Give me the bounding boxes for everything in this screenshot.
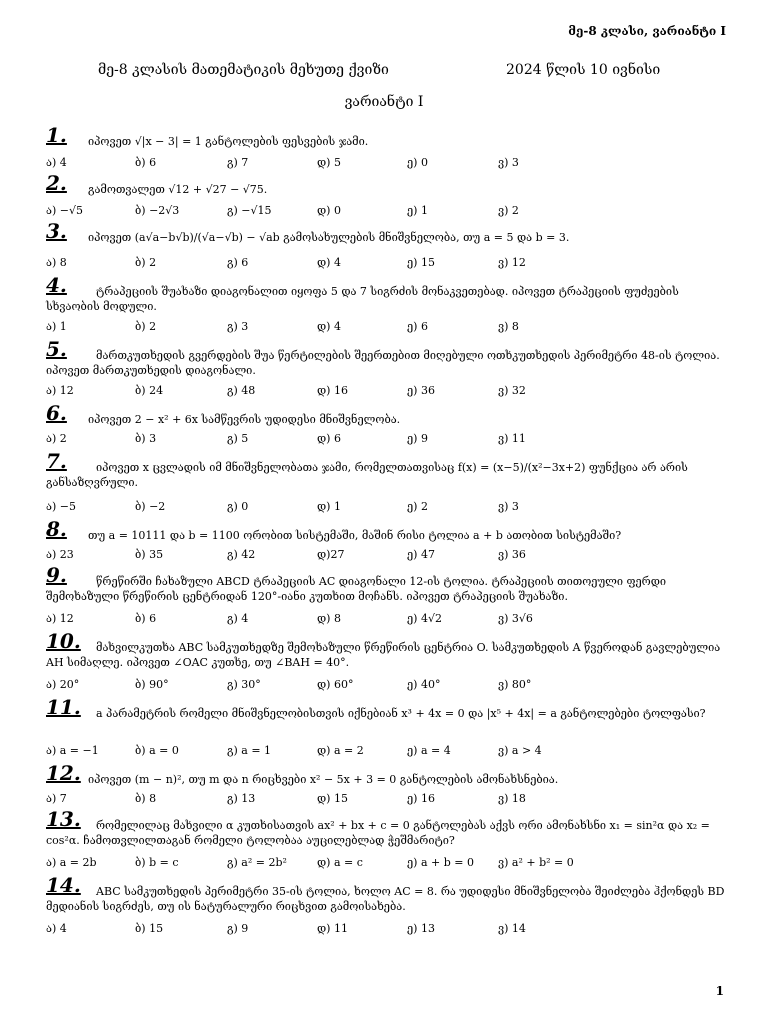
answer-row-7 xyxy=(46,500,736,516)
answer-option: ე) 36 xyxy=(407,384,435,397)
question-14 xyxy=(46,873,726,914)
question-number: 6. xyxy=(46,401,67,425)
answer-option: ვ) a > 4 xyxy=(498,744,542,757)
answer-option: ბ) 2 xyxy=(135,320,157,333)
answer-option: გ) 9 xyxy=(227,922,249,935)
answer-option: გ) 5 xyxy=(227,432,249,445)
answer-option: გ) 4 xyxy=(227,612,249,625)
answer-row-12 xyxy=(46,792,736,808)
question-text: ტრაპეციის შუახაზი დიაგონალით იყოფა 5 და 7 სიგრძის მონაკვეთებად. იპოვეთ ტრაპეციის ფუძეების სხვაობის მოდული. xyxy=(46,285,679,313)
answer-row-2 xyxy=(46,204,736,220)
answer-option: ბ) −2 xyxy=(135,500,166,513)
answer-option: ა) 4 xyxy=(46,156,67,169)
question-text: ABC სამკუთხედის პერიმეტრი 35-ის ტოლია, ხოლო AC = 8. რა უდიდესი მნიშვნელობა შეიძლება ჰქონდეს BD მედიანის სიგრძეს, თუ ის ნატურალური რიცხვით გამოისახება. xyxy=(46,885,725,913)
answer-option: ბ) 90° xyxy=(135,678,169,691)
answer-option: გ) 30° xyxy=(227,678,261,691)
question-13 xyxy=(46,807,726,848)
answer-option: გ) 7 xyxy=(227,156,249,169)
question-4 xyxy=(46,273,726,314)
answer-option: ვ) 14 xyxy=(498,922,526,935)
answer-row-1 xyxy=(46,156,736,172)
answer-option: ა) a = 2b xyxy=(46,856,97,869)
answer-option: დ) 1 xyxy=(317,500,341,513)
answer-option: ბ) 35 xyxy=(135,548,164,561)
answer-option: ა) −5 xyxy=(46,500,76,513)
answer-option: ვ) 12 xyxy=(498,256,526,269)
answer-option: ვ) 3 xyxy=(498,500,519,513)
answer-option: დ) 6 xyxy=(317,432,341,445)
question-1 xyxy=(46,123,726,149)
question-11 xyxy=(46,695,726,721)
page-number: 1 xyxy=(715,984,724,998)
title-row xyxy=(0,62,768,82)
answer-row-9 xyxy=(46,612,736,628)
answer-option: ვ) 8 xyxy=(498,320,519,333)
answer-option: ე) 4√2 xyxy=(407,612,442,625)
question-text: გამოთვალეთ √12 + √27 − √75. xyxy=(88,183,268,196)
answer-option: ბ) a = 0 xyxy=(135,744,179,757)
answer-option: ე) 6 xyxy=(407,320,428,333)
answer-option: ბ) −2√3 xyxy=(135,204,180,217)
header-variant-label: მე-8 კლასი, ვარიანტი I xyxy=(568,24,726,38)
quiz-title: მე-8 კლასის მათემატიკის მეხუთე ქვიზი xyxy=(98,62,389,78)
answer-row-6 xyxy=(46,432,736,448)
question-5 xyxy=(46,337,726,378)
answer-option: ა) 12 xyxy=(46,384,74,397)
answer-option: გ) 13 xyxy=(227,792,256,805)
question-12 xyxy=(46,761,726,787)
answer-row-3 xyxy=(46,256,736,272)
question-6 xyxy=(46,401,726,427)
answer-option: ბ) b = c xyxy=(135,856,179,869)
answer-option: ე) 2 xyxy=(407,500,428,513)
quiz-date: 2024 წლის 10 ივნისი xyxy=(506,62,661,78)
answer-option: ვ) 3 xyxy=(498,156,519,169)
answer-row-8 xyxy=(46,548,736,564)
question-number: 3. xyxy=(46,219,67,243)
question-text: a პარამეტრის რომელი მნიშვნელობისთვის იქნებიან x³ + 4x = 0 და |x⁵ + 4x| = a განტოლებები ტოლფასი? xyxy=(96,707,706,720)
answer-option: ა) 12 xyxy=(46,612,74,625)
answer-option: დ) 11 xyxy=(317,922,348,935)
answer-option: ბ) 15 xyxy=(135,922,164,935)
answer-option: ბ) 2 xyxy=(135,256,157,269)
answer-option: დ) 4 xyxy=(317,320,341,333)
answer-option: დ) 0 xyxy=(317,204,341,217)
answer-option: ვ) 36 xyxy=(498,548,526,561)
question-number: 5. xyxy=(46,337,67,361)
answer-option: ე) 40° xyxy=(407,678,441,691)
answer-option: ვ) 3√6 xyxy=(498,612,533,625)
question-number: 14. xyxy=(46,873,81,897)
question-text: მახვილკუთხა ABC სამკუთხედზე შემოხაზული წრეწირის ცენტრია O. სამკუთხედის A წვეროდან გავლებულია AH სიმაღლე. იპოვეთ ∠OAC კუთხე, თუ ∠BAH = 40°. xyxy=(46,641,721,669)
answer-option: ე) 15 xyxy=(407,256,435,269)
question-text: იპოვეთ 2 − x² + 6x სამწევრის უდიდესი მნიშვნელობა. xyxy=(88,413,401,426)
answer-option: ბ) 6 xyxy=(135,156,157,169)
answer-option: ე) 1 xyxy=(407,204,428,217)
answer-option: დ) 16 xyxy=(317,384,348,397)
answer-option: ა) a = −1 xyxy=(46,744,99,757)
answer-option: ე) a + b = 0 xyxy=(407,856,474,869)
answer-option: ა) 1 xyxy=(46,320,67,333)
question-text: მართკუთხედის გვერდების შუა წერტილების შეერთებით მიღებული ოთხკუთხედის პერიმეტრი 48-ის ტოლია. იპოვეთ მართკუთხედის დიაგონალი. xyxy=(46,349,720,377)
answer-option: გ) 0 xyxy=(227,500,249,513)
answer-option: ბ) 8 xyxy=(135,792,157,805)
answer-option: დ) 5 xyxy=(317,156,341,169)
answer-option: გ) 42 xyxy=(227,548,256,561)
question-number: 10. xyxy=(46,629,81,653)
answer-option: გ) 6 xyxy=(227,256,249,269)
answer-option: ე) 9 xyxy=(407,432,428,445)
answer-option: ა) 2 xyxy=(46,432,67,445)
answer-option: ა) −√5 xyxy=(46,204,83,217)
answer-option: ე) 16 xyxy=(407,792,435,805)
question-7 xyxy=(46,449,726,490)
question-number: 1. xyxy=(46,123,67,147)
question-9 xyxy=(46,563,726,604)
answer-option: დ) 4 xyxy=(317,256,341,269)
answer-option: ა) 4 xyxy=(46,922,67,935)
question-number: 4. xyxy=(46,273,67,297)
answer-option: ა) 8 xyxy=(46,256,67,269)
question-number: 11. xyxy=(46,695,81,719)
answer-option: გ) a² = 2b² xyxy=(227,856,287,869)
answer-row-4 xyxy=(46,320,736,336)
question-number: 12. xyxy=(46,761,81,785)
answer-option: ვ) 2 xyxy=(498,204,519,217)
answer-option: დ)27 xyxy=(317,548,345,561)
variant-heading: ვარიანტი I xyxy=(344,94,424,110)
answer-row-10 xyxy=(46,678,736,694)
answer-option: ე) 0 xyxy=(407,156,428,169)
answer-row-11 xyxy=(46,744,736,760)
answer-option: გ) a = 1 xyxy=(227,744,272,757)
answer-option: ვ) 18 xyxy=(498,792,526,805)
answer-row-14 xyxy=(46,922,736,938)
answer-option: ბ) 24 xyxy=(135,384,164,397)
question-text: რომელილაც მახვილი α კუთხისათვის ax² + bx + c = 0 განტოლებას აქვს ორი ამონახსნი x₁ = sin²α და x₂ = cos²α. ჩამოთვლილთაგან რომელი ტოლობაა აუცილებლად ჭეშმარიტი? xyxy=(46,819,710,847)
question-text: წრეწირში ჩახაზული ABCD ტრაპეციის AC დიაგონალი 12-ის ტოლია. ტრაპეციის თითოეული ფერდი შემოხაზული წრეწირის ცენტრიდან 120°-იანი კუთხით მოჩანს. იპოვეთ ტრაპეციის შუახაზი. xyxy=(46,575,667,603)
question-text: იპოვეთ √|x − 3| = 1 განტოლების ფესვების ჯამი. xyxy=(88,135,369,148)
answer-option: ე) 13 xyxy=(407,922,435,935)
answer-option: ა) 23 xyxy=(46,548,74,561)
question-number: 8. xyxy=(46,517,67,541)
question-2 xyxy=(46,171,726,197)
answer-option: დ) 60° xyxy=(317,678,354,691)
question-text: იპოვეთ (m − n)², თუ m და n რიცხვები x² − 5x + 3 = 0 განტოლების ამონახსნებია. xyxy=(88,773,559,786)
answer-option: ბ) 6 xyxy=(135,612,157,625)
answer-option: დ) 8 xyxy=(317,612,341,625)
question-number: 13. xyxy=(46,807,81,831)
answer-option: ე) a = 4 xyxy=(407,744,451,757)
question-8 xyxy=(46,517,726,543)
question-number: 9. xyxy=(46,563,67,587)
answer-option: დ) a = 2 xyxy=(317,744,364,757)
answer-option: გ) 3 xyxy=(227,320,249,333)
question-number: 7. xyxy=(46,449,67,473)
answer-option: ე) 47 xyxy=(407,548,435,561)
question-text: იპოვეთ x ცვლადის იმ მნიშვნელობათა ჯამი, რომელთათვისაც f(x) = (x−5)/(x²−3x+2) ფუნქცია არ არის განსაზღვრული. xyxy=(46,461,688,489)
answer-option: დ) a = c xyxy=(317,856,363,869)
answer-option: გ) −√15 xyxy=(227,204,272,217)
question-3 xyxy=(46,219,726,245)
question-text: თუ a = 10111 და b = 1100 ორობით სისტემაში, მაშინ რისი ტოლია a + b ათობით სისტემაში? xyxy=(88,529,622,542)
answer-option: ვ) 11 xyxy=(498,432,526,445)
answer-option: ვ) 80° xyxy=(498,678,532,691)
answer-option: ა) 20° xyxy=(46,678,80,691)
question-10 xyxy=(46,629,726,670)
answer-option: დ) 15 xyxy=(317,792,348,805)
answer-option: ბ) 3 xyxy=(135,432,157,445)
answer-option: ვ) a² + b² = 0 xyxy=(498,856,574,869)
question-text: იპოვეთ (a√a−b√b)/(√a−√b) − √ab გამოსახულების მნიშვნელობა, თუ a = 5 და b = 3. xyxy=(88,231,570,244)
answer-row-13 xyxy=(46,856,736,872)
answer-option: ა) 7 xyxy=(46,792,67,805)
answer-option: ვ) 32 xyxy=(498,384,526,397)
answer-option: გ) 48 xyxy=(227,384,256,397)
question-number: 2. xyxy=(46,171,67,195)
answer-row-5 xyxy=(46,384,736,400)
